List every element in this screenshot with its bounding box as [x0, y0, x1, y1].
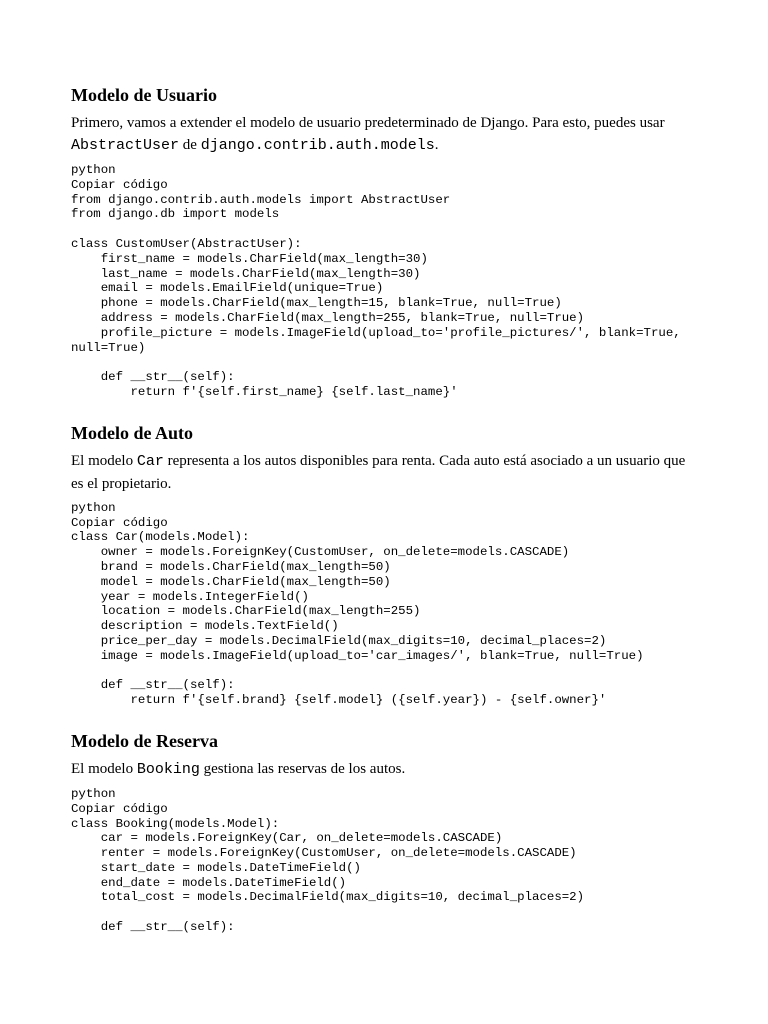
intro-text: El modelo [71, 452, 137, 469]
code-block: python Copiar código class Car(models.Model): owner = models.ForeignKey(CustomUser, on_delete=models.CASCADE) brand = models.CharField(max_length=50) model = models.CharField(max_length=50) year = models.IntegerField() location = models.CharField(max_length=255) description = models.TextField() price_per_day = models.DecimalField(max_digits=10, decimal_places=2) image = models.ImageField(upload_to='car_images/', blank=True, null=True) def __str__(self): return f'{self.brand} {self.model} ({self.year}) - {self.owner}' [71, 500, 644, 708]
intro-text: El modelo [71, 760, 137, 777]
section-intro [71, 758, 698, 781]
inline-code: Booking [136, 760, 200, 778]
section-booking-model [71, 730, 698, 935]
intro-text: . [434, 137, 439, 153]
section-user-model [71, 84, 698, 400]
code-block: python Copiar código from django.contrib.auth.models import AbstractUser from django.db import models class CustomUser(AbstractUser): first_name = models.CharField(max_length=30) last_name = models.CharField(max_length=30) email = models.EmailField(unique=True) phone = models.CharField(max_length=15, blank=True, null=True) address = models.CharField(max_length=255, blank=True, null=True) profile_picture = models.ImageField(upload_to='profile_pictures/', blank=True, null=True) def __str__(self): return f'{self.first_name} {self.last_name}' [71, 163, 681, 399]
section-heading: Modelo de Reserva [71, 730, 218, 751]
intro-text: Primero, vamos a extender el modelo de usuario predeterminado de Django. Para esto, puedes usar [71, 115, 665, 131]
intro-text: gestiona las reservas de los autos. [199, 760, 406, 777]
code-block: python Copiar código class Booking(models.Model): car = models.ForeignKey(Car, on_delete=models.CASCADE) renter = models.ForeignKey(CustomUser, on_delete=models.CASCADE) start_date = models.DateTimeField() end_date = models.DateTimeField() total_cost = models.DecimalField(max_digits=10, decimal_places=2) def __str__(self): [71, 786, 585, 935]
section-heading: Modelo de Auto [71, 422, 194, 443]
intro-text: representa a los autos disponibles para renta. Cada auto está asociado a un usuario que es el propietario. [71, 452, 686, 492]
section-intro [71, 112, 698, 157]
section-car-model [71, 422, 698, 708]
section-heading: Modelo de Usuario [71, 85, 217, 105]
inline-code: Car [136, 452, 164, 470]
inline-code: AbstractUser [71, 137, 180, 154]
inline-code: django.contrib.auth.models [200, 137, 435, 154]
section-intro [71, 450, 698, 495]
intro-text: de [179, 137, 201, 153]
